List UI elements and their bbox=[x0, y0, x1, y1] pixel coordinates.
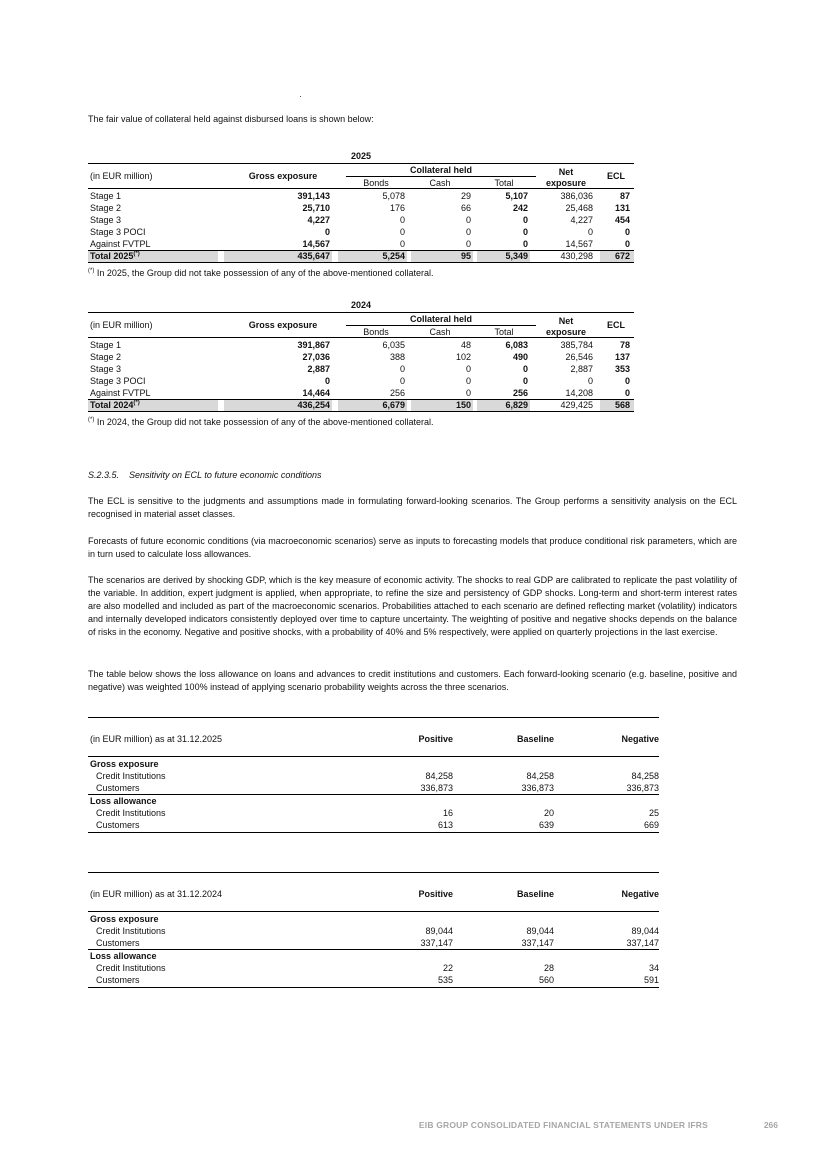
group-label: Loss allowance bbox=[90, 951, 157, 961]
row-3-gross: 4,227 bbox=[307, 215, 330, 225]
row-label: Credit Institutions bbox=[96, 963, 166, 973]
gross-header: Gross exposure bbox=[248, 320, 318, 330]
row-label: Credit Institutions bbox=[96, 926, 166, 936]
rule-top bbox=[88, 872, 659, 873]
row-2-cash: 102 bbox=[455, 352, 471, 362]
row-2-net: 25,468 bbox=[565, 203, 593, 213]
row-value-baseline: 337,147 bbox=[521, 938, 554, 948]
row-5-cash: 0 bbox=[465, 239, 471, 249]
row-5-net: 14,208 bbox=[565, 388, 593, 398]
row-4-cash: 0 bbox=[465, 376, 471, 386]
ecl-header: ECL bbox=[607, 171, 625, 181]
row-1-label: Stage 1 bbox=[90, 191, 122, 201]
row-2-label: Stage 2 bbox=[90, 203, 122, 213]
footnote bbox=[88, 416, 434, 428]
intro-text: The fair value of collateral held against disbursed loans is shown below: bbox=[88, 114, 374, 124]
total-row-net: 429,425 bbox=[560, 400, 593, 410]
rule-header-bottom bbox=[88, 756, 659, 757]
row-3-cash: 0 bbox=[465, 364, 471, 374]
bonds-header: Bonds bbox=[363, 178, 389, 188]
row-4-gross: 0 bbox=[324, 376, 330, 386]
row-value-negative: 669 bbox=[643, 820, 659, 830]
group-label: Gross exposure bbox=[90, 759, 159, 769]
footnote-text: In 2025, the Group did not take possession of any of the above-mentioned collateral. bbox=[94, 268, 434, 278]
row-1-ecl: 87 bbox=[619, 191, 630, 201]
row-value-positive: 337,147 bbox=[420, 938, 453, 948]
row-value-baseline: 639 bbox=[538, 820, 554, 830]
rule-bottom bbox=[88, 832, 659, 833]
row-value-positive: 84,258 bbox=[425, 771, 453, 781]
row-1-bonds: 5,078 bbox=[382, 191, 405, 201]
row-1-cash: 48 bbox=[460, 340, 471, 350]
paragraph-2: Forecasts of future economic conditions (via macroeconomic scenarios) serve as inputs to forecasting models that produce conditional risk parameters, which are in turn used to calculate loss allowances. bbox=[88, 536, 737, 559]
row-5-ecl: 0 bbox=[624, 239, 630, 249]
row-5-bonds: 256 bbox=[389, 388, 405, 398]
row-value-negative: 84,258 bbox=[631, 771, 659, 781]
row-1-net: 386,036 bbox=[560, 191, 593, 201]
row-4-ecl: 0 bbox=[624, 227, 630, 237]
row-value-negative: 591 bbox=[643, 975, 659, 985]
row-3-bonds: 0 bbox=[399, 215, 405, 225]
total-row-gross: 435,647 bbox=[297, 251, 330, 261]
row-value-baseline: 28 bbox=[543, 963, 554, 973]
total-row-bonds: 5,254 bbox=[382, 251, 405, 261]
row-value-baseline: 560 bbox=[538, 975, 554, 985]
row-5-label: Against FVTPL bbox=[90, 239, 151, 249]
row-3-ecl: 454 bbox=[614, 215, 630, 225]
total-row-net: 430,298 bbox=[560, 251, 593, 261]
row-label: Credit Institutions bbox=[96, 771, 166, 781]
row-4-cash: 0 bbox=[465, 227, 471, 237]
row-2-gross: 25,710 bbox=[302, 203, 330, 213]
collateral-header: Collateral held bbox=[409, 314, 472, 324]
sensitivity-table-1 bbox=[88, 717, 659, 837]
row-value-negative: 34 bbox=[648, 963, 659, 973]
row-3-bonds: 0 bbox=[399, 364, 405, 374]
net-header: Net bbox=[558, 167, 574, 177]
table-year: 2025 bbox=[350, 151, 372, 161]
total-row-gross: 436,254 bbox=[297, 400, 330, 410]
col-header-baseline: Baseline bbox=[516, 889, 554, 899]
stray-dot bbox=[300, 96, 301, 97]
collateral-header: Collateral held bbox=[409, 165, 472, 175]
row-value-positive: 89,044 bbox=[425, 926, 453, 936]
footnote-text: In 2024, the Group did not take possession of any of the above-mentioned collateral. bbox=[94, 417, 434, 427]
footnote-marker: (*) bbox=[88, 268, 95, 274]
row-1-cash: 29 bbox=[460, 191, 471, 201]
row-value-negative: 89,044 bbox=[631, 926, 659, 936]
row-2-bonds: 388 bbox=[389, 352, 405, 362]
paragraph-3: The scenarios are derived by shocking GDP, which is the key measure of economic activity. The shocks to real GDP are calibrated to replicate the past volatility of the variable. In addition, expert judgment is applied, when appropriate, to refine the size and persistency of GDP shocks. Long-term and short-term interest rates are also modelled and included as part of the macroeconomic scenarios. Probabilities attached to each scenario are defined reflecting market (volatility) indicators and internally developed indicators consistently deployed over time to capture uncertainty. The weighting of positive and negative shocks depends on the balance of risks in the economy. Negative and positive shocks, with a probability of 40% and 5% respectively, were applied on quarterly projections in the last exercise. bbox=[88, 575, 737, 637]
footnote bbox=[88, 267, 434, 279]
row-5-cash: 0 bbox=[465, 388, 471, 398]
col-header-negative: Negative bbox=[621, 734, 659, 744]
row-value-positive: 22 bbox=[442, 963, 453, 973]
footer-title: EIB GROUP CONSOLIDATED FINANCIAL STATEMENTS UNDER IFRS bbox=[418, 1120, 708, 1130]
row-4-gross: 0 bbox=[324, 227, 330, 237]
row-label: Customers bbox=[96, 820, 140, 830]
row-4-net: 0 bbox=[587, 376, 593, 386]
collateral-table-2024 bbox=[88, 299, 634, 434]
row-3-net: 4,227 bbox=[570, 215, 593, 225]
row-1-gross: 391,867 bbox=[297, 340, 330, 350]
row-4-label: Stage 3 POCI bbox=[90, 227, 146, 237]
section-heading: S.2.3.5. Sensitivity on ECL to future economic conditions bbox=[88, 470, 322, 480]
row-5-label: Against FVTPL bbox=[90, 388, 151, 398]
col-header-positive: Positive bbox=[418, 889, 453, 899]
row-3-label: Stage 3 bbox=[90, 364, 122, 374]
cash-header: Cash bbox=[429, 178, 451, 188]
col-header-negative: Negative bbox=[621, 889, 659, 899]
row-1-bonds: 6,035 bbox=[382, 340, 405, 350]
page-number: 266 bbox=[763, 1120, 778, 1130]
total-row-total: 6,829 bbox=[505, 400, 528, 410]
row-value-negative: 336,873 bbox=[626, 783, 659, 793]
row-5-gross: 14,567 bbox=[302, 239, 330, 249]
row-3-gross: 2,887 bbox=[307, 364, 330, 374]
row-value-positive: 336,873 bbox=[420, 783, 453, 793]
unit-label: (in EUR million) bbox=[90, 320, 153, 330]
total-footnote-marker: (*) bbox=[133, 251, 140, 257]
row-4-label: Stage 3 POCI bbox=[90, 376, 146, 386]
bonds-header: Bonds bbox=[363, 327, 389, 337]
row-3-net: 2,887 bbox=[570, 364, 593, 374]
row-value-negative: 25 bbox=[648, 808, 659, 818]
rule-group-divider bbox=[88, 949, 659, 950]
rule-top bbox=[88, 717, 659, 718]
total-header: Total bbox=[494, 327, 514, 337]
unit-label: (in EUR million) bbox=[90, 171, 153, 181]
net-header: Net bbox=[558, 316, 574, 326]
row-2-ecl: 131 bbox=[614, 203, 630, 213]
row-5-net: 14,567 bbox=[565, 239, 593, 249]
row-value-baseline: 336,873 bbox=[521, 783, 554, 793]
collateral-table-2025 bbox=[88, 150, 634, 285]
row-1-ecl: 78 bbox=[619, 340, 630, 350]
net-header-2: exposure bbox=[545, 178, 587, 188]
row-1-total: 5,107 bbox=[505, 191, 528, 201]
row-4-bonds: 0 bbox=[399, 376, 405, 386]
row-5-ecl: 0 bbox=[624, 388, 630, 398]
paragraph-1: The ECL is sensitive to the judgments and assumptions made in formulating forward-looking scenarios. The Group performs a sensitivity analysis on the ECL recognised in material asset classes. bbox=[88, 496, 737, 519]
col-header-positive: Positive bbox=[418, 734, 453, 744]
rule-bottom bbox=[88, 411, 634, 412]
total-row-label: Total 2025(*) bbox=[90, 251, 140, 261]
total-footnote-marker: (*) bbox=[133, 400, 140, 406]
table-year: 2024 bbox=[350, 300, 372, 310]
total-row-ecl: 568 bbox=[614, 400, 630, 410]
row-4-bonds: 0 bbox=[399, 227, 405, 237]
row-1-gross: 391,143 bbox=[297, 191, 330, 201]
total-row-label: Total 2024(*) bbox=[90, 400, 140, 410]
row-5-bonds: 0 bbox=[399, 239, 405, 249]
row-label: Credit Institutions bbox=[96, 808, 166, 818]
row-value-positive: 535 bbox=[437, 975, 453, 985]
row-label: Customers bbox=[96, 938, 140, 948]
row-5-gross: 14,464 bbox=[302, 388, 330, 398]
row-1-net: 385,784 bbox=[560, 340, 593, 350]
paragraph-4: The table below shows the loss allowance on loans and advances to credit institutions and customers. Each forward-looking scenario (e.g. baseline, positive and negative) was weighted 100% instead of applying scenario probability weights across the three scenarios. bbox=[88, 669, 737, 692]
row-4-total: 0 bbox=[522, 227, 528, 237]
row-value-negative: 337,147 bbox=[626, 938, 659, 948]
table-heading: (in EUR million) as at 31.12.2024 bbox=[90, 889, 223, 899]
row-label: Customers bbox=[96, 975, 140, 985]
table-heading: (in EUR million) as at 31.12.2025 bbox=[90, 734, 223, 744]
row-3-total: 0 bbox=[522, 215, 528, 225]
row-2-total: 242 bbox=[512, 203, 528, 213]
row-value-baseline: 20 bbox=[543, 808, 554, 818]
row-2-total: 490 bbox=[512, 352, 528, 362]
row-5-total: 0 bbox=[522, 239, 528, 249]
row-3-total: 0 bbox=[522, 364, 528, 374]
total-row-bonds: 6,679 bbox=[382, 400, 405, 410]
rule-group-divider bbox=[88, 794, 659, 795]
gross-header: Gross exposure bbox=[248, 171, 318, 181]
net-header-2: exposure bbox=[545, 327, 587, 337]
row-label: Customers bbox=[96, 783, 140, 793]
row-4-total: 0 bbox=[522, 376, 528, 386]
rule-header-bottom bbox=[88, 911, 659, 912]
group-label: Loss allowance bbox=[90, 796, 157, 806]
total-row-cash: 150 bbox=[455, 400, 471, 410]
row-3-cash: 0 bbox=[465, 215, 471, 225]
rule-bottom bbox=[88, 987, 659, 988]
row-2-gross: 27,036 bbox=[302, 352, 330, 362]
row-4-net: 0 bbox=[587, 227, 593, 237]
row-value-baseline: 89,044 bbox=[526, 926, 554, 936]
row-3-ecl: 353 bbox=[614, 364, 630, 374]
cash-header: Cash bbox=[429, 327, 451, 337]
sensitivity-table-2 bbox=[88, 872, 659, 992]
row-2-cash: 66 bbox=[460, 203, 471, 213]
row-value-positive: 16 bbox=[442, 808, 453, 818]
col-header-baseline: Baseline bbox=[516, 734, 554, 744]
row-2-ecl: 137 bbox=[614, 352, 630, 362]
group-label: Gross exposure bbox=[90, 914, 159, 924]
row-2-bonds: 176 bbox=[389, 203, 405, 213]
row-value-positive: 613 bbox=[437, 820, 453, 830]
ecl-header: ECL bbox=[607, 320, 625, 330]
total-header: Total bbox=[494, 178, 514, 188]
row-1-total: 6,083 bbox=[505, 340, 528, 350]
row-2-label: Stage 2 bbox=[90, 352, 122, 362]
total-row-total: 5,349 bbox=[505, 251, 528, 261]
row-4-ecl: 0 bbox=[624, 376, 630, 386]
rule-bottom bbox=[88, 262, 634, 263]
total-row-ecl: 672 bbox=[614, 251, 630, 261]
row-1-label: Stage 1 bbox=[90, 340, 122, 350]
footnote-marker: (*) bbox=[88, 417, 95, 423]
row-2-net: 26,546 bbox=[565, 352, 593, 362]
row-value-baseline: 84,258 bbox=[526, 771, 554, 781]
row-3-label: Stage 3 bbox=[90, 215, 122, 225]
total-row-cash: 95 bbox=[460, 251, 471, 261]
row-5-total: 256 bbox=[512, 388, 528, 398]
